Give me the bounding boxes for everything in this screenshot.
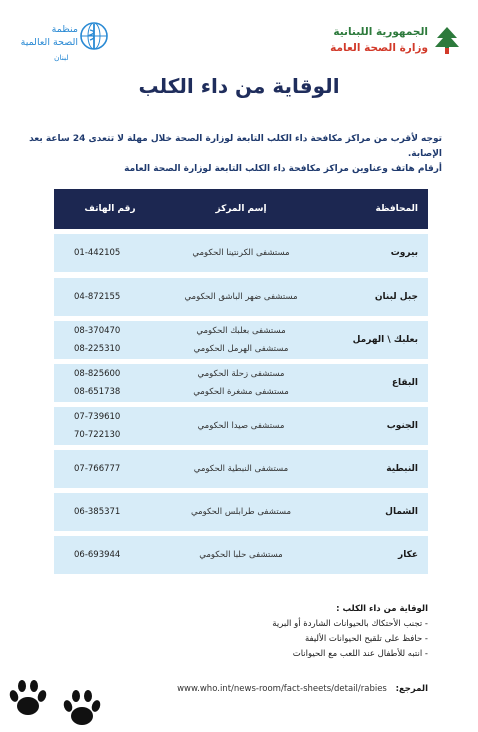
phone-cell	[54, 244, 166, 262]
header-governorate: المحافظة	[375, 204, 418, 214]
phone-number: 07-766777	[74, 464, 121, 474]
center-cell	[166, 503, 316, 521]
prevention-item: - حافظ على تلقيح الحيوانات الأليفة	[305, 634, 428, 644]
who-logo	[14, 20, 114, 60]
center-cell	[166, 244, 316, 262]
prevention-item: - انتبه للأطفال عند اللعب مع الحيوانات	[292, 649, 428, 659]
ministry-name-line2: وزارة الصحة العامة	[330, 42, 428, 54]
phone-cell	[54, 460, 166, 478]
intro-line-2: أرقام هاتف وعناوين مراكز مكافحة داء الكلب التابعة لوزارة الصحة العامة	[124, 164, 442, 174]
center-name: مستشفى حلبا الحكومي	[199, 550, 283, 560]
center-name: مستشفى طرابلس الحكومي	[190, 507, 292, 517]
page-title: الوقاية من داء الكلب	[138, 74, 340, 98]
prevention-section	[68, 602, 428, 662]
governorate-cell: البقاع	[391, 378, 418, 388]
centers-table	[54, 189, 428, 574]
center-name: مستشفى بعلبك الحكومي	[196, 326, 286, 336]
phone-number: 70-722130	[74, 430, 121, 440]
center-name: مستشفى مشغرة الحكومي	[193, 387, 289, 397]
who-name-line2: الصحة العالمية	[20, 37, 78, 48]
phone-number: 08-651738	[74, 387, 121, 397]
phone-number: 06-385371	[74, 507, 121, 517]
phone-number: 04-872155	[74, 292, 121, 302]
header-phone: رقم الهاتف	[84, 204, 136, 214]
center-cell	[166, 365, 316, 401]
ministry-logo	[310, 24, 460, 60]
prevention-heading: الوقاية من داء الكلب :	[336, 604, 428, 614]
table-row	[54, 364, 428, 402]
phone-number: 08-825600	[74, 369, 121, 379]
table-row	[54, 450, 428, 488]
cedar-icon	[434, 26, 460, 56]
prevention-item: - تجنب الأحتكاك بالحيوانات الشاردة أو البرية	[272, 619, 428, 629]
who-country: لبنان	[54, 53, 69, 62]
phone-cell	[54, 288, 166, 306]
header-center: إسم المركز	[215, 204, 267, 214]
center-cell	[166, 460, 316, 478]
table-row	[54, 234, 428, 272]
center-name: مستشفى الكرنتينا الحكومي	[192, 248, 290, 258]
phone-number: 08-370470	[74, 326, 121, 336]
table-row	[54, 536, 428, 574]
phone-number: 07-739610	[74, 412, 121, 422]
intro-line-1: توجه لأقرب من مراكز مكافحة داء الكلب التابعة لوزارة الصحة خلال مهلة لا تتعدى 24 ساعة بعد الإصابة.	[29, 134, 442, 159]
governorate-cell: الجنوب	[386, 421, 418, 431]
table-row	[54, 278, 428, 316]
table-row	[54, 321, 428, 359]
intro-text	[22, 132, 442, 177]
governorate-cell: عكار	[398, 550, 418, 560]
phone-cell	[54, 546, 166, 564]
phone-cell	[54, 408, 166, 444]
center-cell	[166, 417, 316, 435]
paw-prints-icon	[2, 676, 112, 732]
table-header	[54, 189, 428, 229]
center-name: مستشفى زحلة الحكومي	[197, 369, 285, 379]
phone-number: 01-442105	[74, 248, 121, 258]
phone-cell	[54, 503, 166, 521]
phone-cell	[54, 365, 166, 401]
center-cell	[166, 322, 316, 358]
reference-link[interactable]: www.who.int/news-room/fact-sheets/detail/rabies	[177, 684, 387, 694]
reference	[177, 684, 428, 694]
who-globe-icon	[78, 20, 110, 52]
reference-label: المرجع:	[395, 684, 428, 694]
phone-cell	[54, 322, 166, 358]
table-row	[54, 493, 428, 531]
phone-number: 06-693944	[74, 550, 121, 560]
governorate-cell: بعلبك \ الهرمل	[352, 335, 418, 345]
table-row	[54, 407, 428, 445]
center-cell	[166, 288, 316, 306]
center-name: مستشفى الهرمل الحكومي	[193, 344, 289, 354]
phone-number: 08-225310	[74, 344, 121, 354]
governorate-cell: النبطية	[386, 464, 418, 474]
center-name: مستشفى صيدا الحكومي	[197, 421, 285, 431]
governorate-cell: بيروت	[390, 248, 418, 258]
center-name: مستشفى ضهر الباشق الحكومي	[184, 292, 298, 302]
governorate-cell: الشمال	[385, 507, 418, 517]
governorate-cell: جبل لبنان	[374, 292, 418, 302]
center-name: مستشفى النبطية الحكومي	[193, 464, 289, 474]
center-cell	[166, 546, 316, 564]
ministry-name-line1: الجمهورية اللبنانية	[333, 26, 428, 38]
who-name-line1: منظمة	[51, 24, 78, 35]
